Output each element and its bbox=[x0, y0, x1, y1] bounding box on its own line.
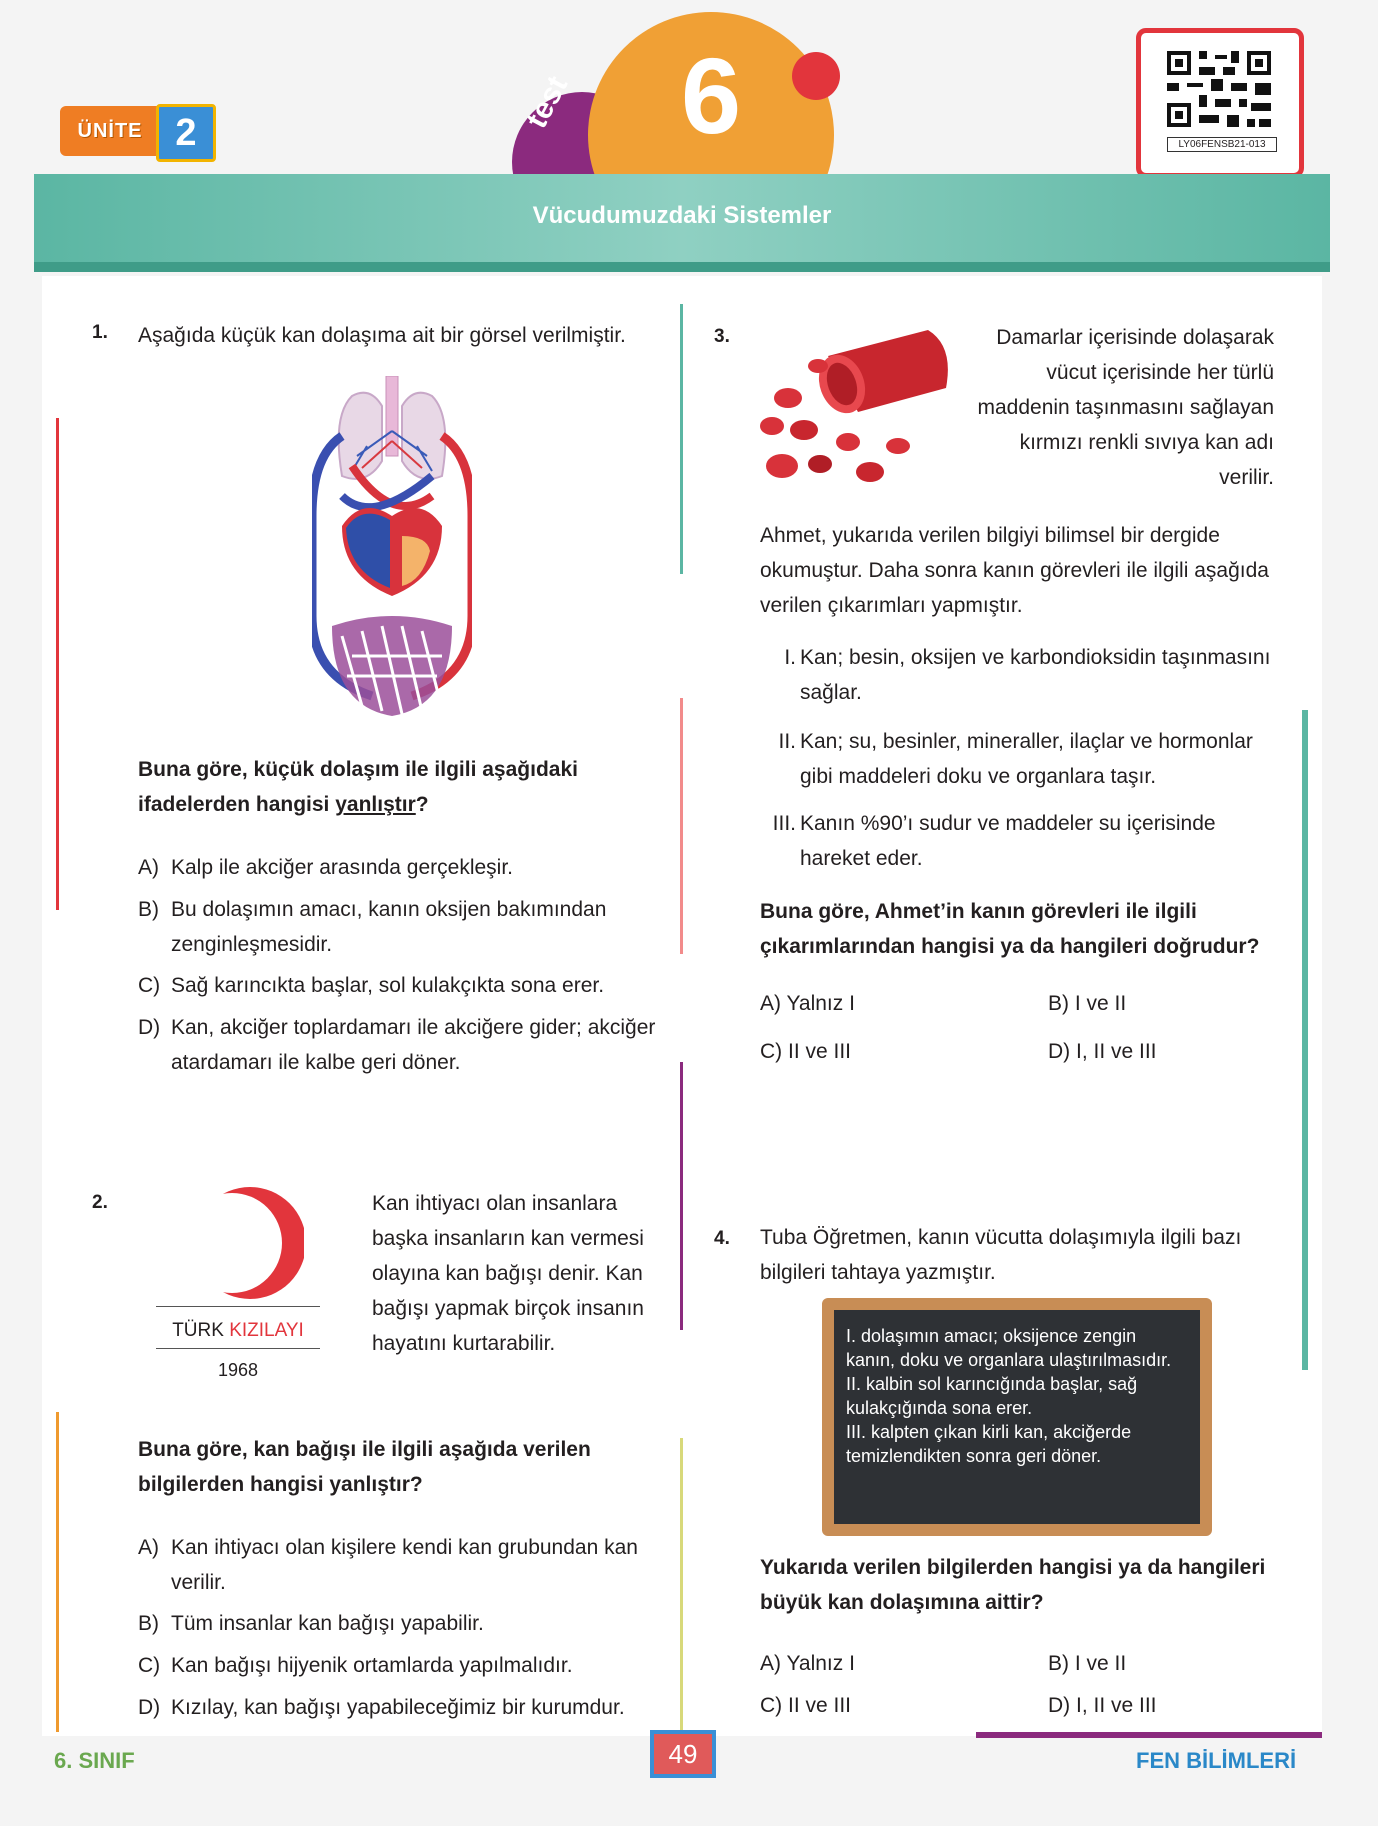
question-2-number: 2. bbox=[92, 1192, 108, 1213]
question-1-option-b[interactable]: B) Bu dolaşımın amacı, kanın oksijen bakımından zenginleşmesidir. bbox=[138, 898, 607, 956]
question-2-option-c[interactable]: C) Kan bağışı hijyenik ortamlarda yapılmalıdır. bbox=[138, 1654, 573, 1677]
column-divider-green bbox=[680, 304, 683, 574]
question-2-option-d[interactable]: D) Kızılay, kan bağışı yapabileceğimiz bir kurumdur. bbox=[138, 1696, 625, 1719]
question-3-option-c[interactable]: C) II ve III bbox=[760, 1040, 852, 1063]
decor-line-red bbox=[56, 418, 59, 910]
question-2-option-a[interactable]: A) Kan ihtiyacı olan kişilere kendi kan grubundan kan verilir. bbox=[138, 1536, 638, 1594]
test-number: 6 bbox=[680, 35, 742, 156]
board-line-3: III. kalpten çıkan kirli kan, akciğerde temizlendikten sonra geri döner. bbox=[846, 1422, 1132, 1466]
question-3-prompt: Buna göre, Ahmet’in kanın görevleri ile ilgili çıkarımlarından hangisi ya da hangileri doğrudur? bbox=[760, 900, 1260, 958]
question-1-option-a[interactable]: A) Kalp ile akciğer arasında gerçekleşir. bbox=[138, 856, 514, 879]
pulmonary-circulation-illustration bbox=[312, 376, 472, 724]
blood-vessel-illustration bbox=[758, 326, 954, 490]
grade-label: 6. SINIF bbox=[54, 1748, 135, 1773]
question-4-number: 4. bbox=[714, 1228, 730, 1249]
question-1-number: 1. bbox=[92, 322, 108, 343]
qr-code-icon bbox=[1163, 47, 1275, 131]
decor-line-orange bbox=[56, 1412, 59, 1732]
question-3-statement-1: I. Kan; besin, oksijen ve karbondioksidin taşınmasını sağlar. bbox=[784, 646, 1271, 704]
question-2-intro: Kan ihtiyacı olan insanlara başka insanların kan vermesi olayına kan bağışı denir. Kan bağışı yapmak birçok insanın hayatını kurtarabilir. bbox=[372, 1192, 644, 1355]
logo-rule-top bbox=[156, 1306, 320, 1307]
unit-number: 2 bbox=[156, 104, 216, 162]
question-2-prompt: Buna göre, kan bağışı ile ilgili aşağıda verilen bilgilerden hangisi yanlıştır? bbox=[138, 1438, 591, 1496]
test-word: test bbox=[520, 70, 575, 134]
logo-rule-bottom bbox=[156, 1348, 320, 1349]
question-1-intro: Aşağıda küçük kan dolaşıma ait bir görsel verilmiştir. bbox=[138, 324, 626, 347]
question-3-option-d[interactable]: D) I, II ve III bbox=[1048, 1040, 1157, 1063]
question-3-option-a[interactable]: A) Yalnız I bbox=[760, 992, 855, 1015]
question-1-prompt: Buna göre, küçük dolaşım ile ilgili aşağıdaki ifadelerden hangisi yanlıştır? bbox=[138, 758, 578, 816]
question-3-number: 3. bbox=[714, 326, 730, 347]
qr-panel[interactable] bbox=[1136, 28, 1304, 178]
board-line-2: II. kalbin sol karıncığında başlar, sağ kulakçığında sona erer. bbox=[846, 1374, 1138, 1418]
subject-label: FEN BİLİMLERİ bbox=[1136, 1748, 1297, 1773]
board-line-1: I. dolaşımın amacı; oksijence zengin kanın, doku ve organlara ulaştırılmasıdır. bbox=[846, 1326, 1172, 1370]
column-divider-purple bbox=[680, 1062, 683, 1330]
question-3-statement-3: III. Kanın %90’ı sudur ve maddeler su içerisinde hareket eder. bbox=[772, 812, 1216, 870]
footer-rule bbox=[976, 1732, 1322, 1738]
question-4-prompt: Yukarıda verilen bilgilerden hangisi ya da hangileri büyük kan dolaşımına aittir? bbox=[760, 1556, 1266, 1614]
question-3-option-b[interactable]: B) I ve II bbox=[1048, 992, 1127, 1015]
question-4-option-a[interactable]: A) Yalnız I bbox=[760, 1652, 855, 1675]
chalkboard-surface bbox=[834, 1310, 1200, 1524]
title-band bbox=[34, 174, 1330, 272]
question-1-option-d[interactable]: D) Kan, akciğer toplardamarı ile akciğere gider; akciğer atardamarı ile kalbe geri döner. bbox=[138, 1016, 656, 1074]
page-number: 49 bbox=[650, 1730, 716, 1778]
decorative-dot bbox=[792, 52, 840, 100]
qr-code-label: LY06FENSB21-013 bbox=[1167, 137, 1277, 152]
question-3-context: Ahmet, yukarıda verilen bilgiyi bilimsel bir dergide okumuştur. Daha sonra kanın görevleri ile ilgili aşağıda verilen çıkarımları yapmıştır. bbox=[760, 524, 1269, 617]
logo-caption: TÜRK KIZILAYI bbox=[172, 1320, 304, 1341]
logo-year: 1968 bbox=[217, 1360, 259, 1380]
question-4-option-c[interactable]: C) II ve III bbox=[760, 1694, 852, 1717]
decor-line-teal bbox=[1302, 710, 1308, 1370]
chalkboard bbox=[822, 1298, 1212, 1536]
question-1-option-c[interactable]: C) Sağ karıncıkta başlar, sol kulakçıkta sona erer. bbox=[138, 974, 605, 997]
question-3-intro: Damarlar içerisinde dolaşarak vücut içerisinde her türlü maddenin taşınmasını sağlayan kırmızı renkli sıvıya kan adı verilir. bbox=[977, 326, 1274, 489]
column-divider-yellow bbox=[680, 1438, 683, 1734]
column-divider-pink bbox=[680, 698, 683, 954]
crescent-logo-icon bbox=[188, 1186, 304, 1300]
unit-label: ÜNİTE bbox=[60, 106, 160, 156]
question-4-option-d[interactable]: D) I, II ve III bbox=[1048, 1694, 1157, 1717]
question-4-intro: Tuba Öğretmen, kanın vücutta dolaşımıyla ilgili bazı bilgileri tahtaya yazmıştır. bbox=[760, 1226, 1242, 1284]
question-4-option-b[interactable]: B) I ve II bbox=[1048, 1652, 1127, 1675]
unit-badge bbox=[60, 104, 230, 160]
page-title: Vücudumuzdaki Sistemler bbox=[532, 202, 832, 229]
question-2-option-b[interactable]: B) Tüm insanlar kan bağışı yapabilir. bbox=[138, 1612, 484, 1635]
question-3-statement-2: II. Kan; su, besinler, mineraller, ilaçlar ve hormonlar gibi maddeleri doku ve organlara taşır. bbox=[778, 730, 1253, 788]
